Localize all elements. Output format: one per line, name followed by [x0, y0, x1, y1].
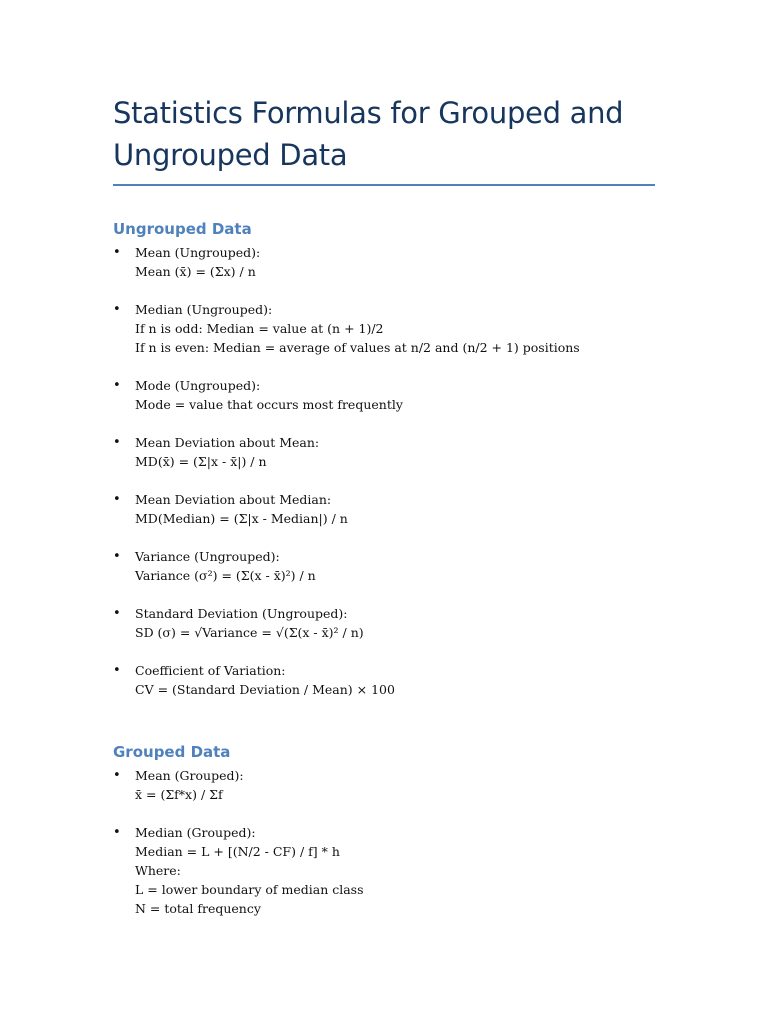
- formula-line: Mean (x̄) = (Σx) / n: [135, 264, 256, 279]
- title-divider: [113, 184, 655, 186]
- formula-label: Mode (Ungrouped):: [135, 378, 261, 393]
- list-item: [113, 433, 655, 471]
- formula-line: If n is even: Median = average of values at n/2 and (n/2 + 1) positions: [135, 340, 580, 355]
- bullet-icon: •: [113, 302, 121, 317]
- bullet-icon: •: [113, 768, 121, 783]
- formula-label: Mean Deviation about Median:: [135, 492, 332, 507]
- bullet-icon: •: [113, 245, 121, 260]
- grouped-formula-list: [113, 766, 655, 918]
- bullet-icon: •: [113, 378, 121, 393]
- list-item: [113, 490, 655, 528]
- document-page: [113, 92, 655, 937]
- list-item: [113, 661, 655, 699]
- list-item: [113, 243, 655, 281]
- list-item: [113, 376, 655, 414]
- formula-label: Standard Deviation (Ungrouped):: [135, 606, 348, 621]
- section-heading-grouped: Grouped Data: [113, 743, 231, 761]
- formula-line: CV = (Standard Deviation / Mean) × 100: [135, 682, 395, 697]
- formula-line: L = lower boundary of median class: [135, 882, 364, 897]
- bullet-icon: •: [113, 492, 121, 507]
- ungrouped-formula-list: [113, 243, 655, 699]
- formula-line: SD (σ) = √Variance = √(Σ(x - x̄)² / n): [135, 625, 364, 640]
- formula-line: Mode = value that occurs most frequently: [135, 397, 403, 412]
- list-item: [113, 766, 655, 804]
- bullet-icon: •: [113, 825, 121, 840]
- formula-line: N = total frequency: [135, 901, 261, 916]
- formula-line: If n is odd: Median = value at (n + 1)/2: [135, 321, 384, 336]
- list-item: [113, 823, 655, 918]
- formula-line: Variance (σ²) = (Σ(x - x̄)²) / n: [135, 568, 316, 583]
- bullet-icon: •: [113, 549, 121, 564]
- formula-line: MD(x̄) = (Σ|x - x̄|) / n: [135, 454, 267, 469]
- bullet-icon: •: [113, 606, 121, 621]
- page-title: Statistics Formulas for Grouped and Ungrouped Data: [113, 96, 624, 172]
- formula-label: Coefficient of Variation:: [135, 663, 286, 678]
- formula-label: Variance (Ungrouped):: [135, 549, 280, 564]
- formula-label: Mean Deviation about Mean:: [135, 435, 320, 450]
- bullet-icon: •: [113, 663, 121, 678]
- formula-label: Mean (Grouped):: [135, 768, 244, 783]
- formula-line: MD(Median) = (Σ|x - Median|) / n: [135, 511, 348, 526]
- list-item: [113, 300, 655, 357]
- formula-line: Where:: [135, 863, 181, 878]
- bullet-icon: •: [113, 435, 121, 450]
- formula-line: x̄ = (Σf*x) / Σf: [135, 787, 223, 802]
- list-item: [113, 547, 655, 585]
- formula-line: Median = L + [(N/2 - CF) / f] * h: [135, 844, 340, 859]
- section-heading-ungrouped: Ungrouped Data: [113, 220, 252, 238]
- formula-label: Median (Grouped):: [135, 825, 256, 840]
- list-item: [113, 604, 655, 642]
- formula-label: Mean (Ungrouped):: [135, 245, 261, 260]
- formula-label: Median (Ungrouped):: [135, 302, 273, 317]
